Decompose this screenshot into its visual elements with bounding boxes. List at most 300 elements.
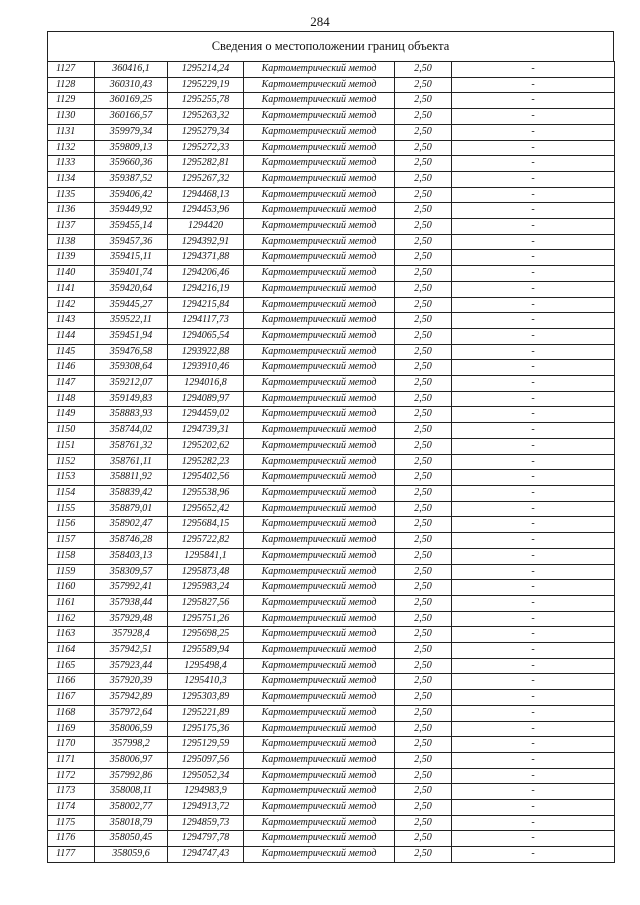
method-cell: Картометрический метод [244,344,395,360]
point-number-cell: 1144 [48,328,95,344]
description-cell: - [452,847,615,863]
point-number-cell: 1159 [48,564,95,580]
accuracy-cell: 2,50 [395,690,452,706]
x-coordinate-cell: 360416,1 [95,62,168,78]
method-cell: Картометрический метод [244,156,395,172]
y-coordinate-cell: 1293922,88 [168,344,244,360]
accuracy-cell: 2,50 [395,93,452,109]
method-cell: Картометрический метод [244,721,395,737]
y-coordinate-cell: 1295267,32 [168,171,244,187]
accuracy-cell: 2,50 [395,737,452,753]
table-row [48,658,615,674]
point-number-cell: 1156 [48,517,95,533]
method-cell: Картометрический метод [244,234,395,250]
y-coordinate-cell: 1294453,96 [168,203,244,219]
table-row [48,62,615,78]
method-cell: Картометрический метод [244,643,395,659]
method-cell: Картометрический метод [244,517,395,533]
y-coordinate-cell: 1295538,96 [168,485,244,501]
method-cell: Картометрический метод [244,250,395,266]
point-number-cell: 1171 [48,752,95,768]
y-coordinate-cell: 1295202,62 [168,438,244,454]
y-coordinate-cell: 1295279,34 [168,124,244,140]
table-row [48,124,615,140]
description-cell: - [452,266,615,282]
method-cell: Картометрический метод [244,109,395,125]
point-number-cell: 1142 [48,297,95,313]
x-coordinate-cell: 359809,13 [95,140,168,156]
point-number-cell: 1175 [48,815,95,831]
x-coordinate-cell: 358050,45 [95,831,168,847]
table-row [48,297,615,313]
point-number-cell: 1164 [48,643,95,659]
y-coordinate-cell: 1295698,25 [168,627,244,643]
x-coordinate-cell: 357923,44 [95,658,168,674]
point-number-cell: 1167 [48,690,95,706]
x-coordinate-cell: 360166,57 [95,109,168,125]
accuracy-cell: 2,50 [395,171,452,187]
accuracy-cell: 2,50 [395,140,452,156]
table-row [48,784,615,800]
table-row [48,391,615,407]
accuracy-cell: 2,50 [395,391,452,407]
accuracy-cell: 2,50 [395,485,452,501]
description-cell: - [452,517,615,533]
point-number-cell: 1172 [48,768,95,784]
accuracy-cell: 2,50 [395,124,452,140]
description-cell: - [452,407,615,423]
point-number-cell: 1173 [48,784,95,800]
method-cell: Картометрический метод [244,313,395,329]
y-coordinate-cell: 1295229,19 [168,77,244,93]
x-coordinate-cell: 358403,13 [95,548,168,564]
method-cell: Картометрический метод [244,281,395,297]
x-coordinate-cell: 357942,51 [95,643,168,659]
description-cell: - [452,219,615,235]
description-cell: - [452,737,615,753]
y-coordinate-cell: 1295498,4 [168,658,244,674]
y-coordinate-cell: 1295255,78 [168,93,244,109]
point-number-cell: 1155 [48,501,95,517]
x-coordinate-cell: 358746,28 [95,533,168,549]
y-coordinate-cell: 1295097,56 [168,752,244,768]
x-coordinate-cell: 358902,47 [95,517,168,533]
accuracy-cell: 2,50 [395,219,452,235]
table-row [48,360,615,376]
x-coordinate-cell: 359522,11 [95,313,168,329]
y-coordinate-cell: 1295175,36 [168,721,244,737]
method-cell: Картометрический метод [244,407,395,423]
x-coordinate-cell: 360169,25 [95,93,168,109]
x-coordinate-cell: 359457,36 [95,234,168,250]
x-coordinate-cell: 359445,27 [95,297,168,313]
accuracy-cell: 2,50 [395,517,452,533]
table-row [48,109,615,125]
method-cell: Картометрический метод [244,266,395,282]
description-cell: - [452,564,615,580]
description-cell: - [452,124,615,140]
y-coordinate-cell: 1295282,81 [168,156,244,172]
point-number-cell: 1168 [48,705,95,721]
table-row [48,376,615,392]
y-coordinate-cell: 1294206,46 [168,266,244,282]
accuracy-cell: 2,50 [395,580,452,596]
point-number-cell: 1163 [48,627,95,643]
description-cell: - [452,580,615,596]
y-coordinate-cell: 1294215,84 [168,297,244,313]
accuracy-cell: 2,50 [395,752,452,768]
point-number-cell: 1136 [48,203,95,219]
description-cell: - [452,344,615,360]
method-cell: Картометрический метод [244,124,395,140]
x-coordinate-cell: 360310,43 [95,77,168,93]
point-number-cell: 1160 [48,580,95,596]
description-cell: - [452,140,615,156]
x-coordinate-cell: 359420,64 [95,281,168,297]
method-cell: Картометрический метод [244,423,395,439]
x-coordinate-cell: 357938,44 [95,595,168,611]
y-coordinate-cell: 1295722,82 [168,533,244,549]
x-coordinate-cell: 357920,39 [95,674,168,690]
point-number-cell: 1132 [48,140,95,156]
point-number-cell: 1158 [48,548,95,564]
description-cell: - [452,611,615,627]
description-cell: - [452,360,615,376]
y-coordinate-cell: 1294983,9 [168,784,244,800]
table-row [48,768,615,784]
y-coordinate-cell: 1295402,56 [168,470,244,486]
method-cell: Картометрический метод [244,203,395,219]
y-coordinate-cell: 1294371,88 [168,250,244,266]
table-row [48,485,615,501]
description-cell: - [452,77,615,93]
table-row [48,643,615,659]
y-coordinate-cell: 1295214,24 [168,62,244,78]
table-row [48,548,615,564]
x-coordinate-cell: 358309,57 [95,564,168,580]
description-cell: - [452,250,615,266]
description-cell: - [452,203,615,219]
description-cell: - [452,768,615,784]
x-coordinate-cell: 359979,34 [95,124,168,140]
table-row [48,800,615,816]
accuracy-cell: 2,50 [395,344,452,360]
table-row [48,344,615,360]
point-number-cell: 1139 [48,250,95,266]
method-cell: Картометрический метод [244,784,395,800]
point-number-cell: 1141 [48,281,95,297]
x-coordinate-cell: 359387,52 [95,171,168,187]
accuracy-cell: 2,50 [395,187,452,203]
description-cell: - [452,454,615,470]
x-coordinate-cell: 357998,2 [95,737,168,753]
method-cell: Картометрический метод [244,454,395,470]
accuracy-cell: 2,50 [395,564,452,580]
description-cell: - [452,297,615,313]
point-number-cell: 1162 [48,611,95,627]
accuracy-cell: 2,50 [395,800,452,816]
x-coordinate-cell: 358811,92 [95,470,168,486]
accuracy-cell: 2,50 [395,297,452,313]
x-coordinate-cell: 358744,02 [95,423,168,439]
accuracy-cell: 2,50 [395,548,452,564]
point-number-cell: 1170 [48,737,95,753]
description-cell: - [452,752,615,768]
description-cell: - [452,548,615,564]
point-number-cell: 1129 [48,93,95,109]
description-cell: - [452,376,615,392]
y-coordinate-cell: 1294797,78 [168,831,244,847]
table-row [48,203,615,219]
point-number-cell: 1134 [48,171,95,187]
description-cell: - [452,109,615,125]
point-number-cell: 1147 [48,376,95,392]
y-coordinate-cell: 1295303,89 [168,690,244,706]
table-row [48,187,615,203]
accuracy-cell: 2,50 [395,62,452,78]
table-row [48,533,615,549]
point-number-cell: 1177 [48,847,95,863]
y-coordinate-cell: 1295221,89 [168,705,244,721]
x-coordinate-cell: 358006,97 [95,752,168,768]
y-coordinate-cell: 1294747,43 [168,847,244,863]
accuracy-cell: 2,50 [395,109,452,125]
x-coordinate-cell: 358059,6 [95,847,168,863]
table-row [48,690,615,706]
table-row [48,847,615,863]
y-coordinate-cell: 1294420 [168,219,244,235]
x-coordinate-cell: 359455,14 [95,219,168,235]
table-row [48,423,615,439]
method-cell: Картометрический метод [244,171,395,187]
description-cell: - [452,784,615,800]
y-coordinate-cell: 1295751,26 [168,611,244,627]
method-cell: Картометрический метод [244,815,395,831]
x-coordinate-cell: 359212,07 [95,376,168,392]
point-number-cell: 1154 [48,485,95,501]
point-number-cell: 1166 [48,674,95,690]
accuracy-cell: 2,50 [395,815,452,831]
table-row [48,313,615,329]
point-number-cell: 1133 [48,156,95,172]
accuracy-cell: 2,50 [395,281,452,297]
table-row [48,328,615,344]
accuracy-cell: 2,50 [395,423,452,439]
description-cell: - [452,501,615,517]
accuracy-cell: 2,50 [395,328,452,344]
method-cell: Картометрический метод [244,140,395,156]
description-cell: - [452,234,615,250]
method-cell: Картометрический метод [244,376,395,392]
table-row [48,595,615,611]
x-coordinate-cell: 358018,79 [95,815,168,831]
accuracy-cell: 2,50 [395,360,452,376]
description-cell: - [452,658,615,674]
y-coordinate-cell: 1295873,48 [168,564,244,580]
method-cell: Картометрический метод [244,564,395,580]
table-row [48,438,615,454]
table-row [48,407,615,423]
page-number: 284 [310,14,330,29]
y-coordinate-cell: 1294913,72 [168,800,244,816]
accuracy-cell: 2,50 [395,438,452,454]
point-number-cell: 1145 [48,344,95,360]
x-coordinate-cell: 358879,01 [95,501,168,517]
table-row [48,77,615,93]
y-coordinate-cell: 1294117,73 [168,313,244,329]
point-number-cell: 1151 [48,438,95,454]
table-row [48,501,615,517]
table-row [48,234,615,250]
accuracy-cell: 2,50 [395,658,452,674]
table-row [48,611,615,627]
method-cell: Картометрический метод [244,705,395,721]
point-number-cell: 1149 [48,407,95,423]
y-coordinate-cell: 1294216,19 [168,281,244,297]
coordinates-sheet [47,31,614,863]
method-cell: Картометрический метод [244,438,395,454]
method-cell: Картометрический метод [244,93,395,109]
x-coordinate-cell: 359476,58 [95,344,168,360]
point-number-cell: 1148 [48,391,95,407]
description-cell: - [452,643,615,659]
accuracy-cell: 2,50 [395,454,452,470]
point-number-cell: 1153 [48,470,95,486]
point-number-cell: 1135 [48,187,95,203]
y-coordinate-cell: 1293910,46 [168,360,244,376]
y-coordinate-cell: 1295841,1 [168,548,244,564]
method-cell: Картометрический метод [244,658,395,674]
description-cell: - [452,281,615,297]
table-row [48,737,615,753]
method-cell: Картометрический метод [244,62,395,78]
y-coordinate-cell: 1295129,59 [168,737,244,753]
method-cell: Картометрический метод [244,470,395,486]
accuracy-cell: 2,50 [395,313,452,329]
description-cell: - [452,423,615,439]
table-row [48,219,615,235]
y-coordinate-cell: 1295272,33 [168,140,244,156]
description-cell: - [452,674,615,690]
x-coordinate-cell: 358761,11 [95,454,168,470]
description-cell: - [452,156,615,172]
table-row [48,752,615,768]
method-cell: Картометрический метод [244,219,395,235]
accuracy-cell: 2,50 [395,533,452,549]
method-cell: Картометрический метод [244,611,395,627]
point-number-cell: 1140 [48,266,95,282]
x-coordinate-cell: 357992,86 [95,768,168,784]
accuracy-cell: 2,50 [395,705,452,721]
x-coordinate-cell: 359406,42 [95,187,168,203]
y-coordinate-cell: 1295052,34 [168,768,244,784]
point-number-cell: 1137 [48,219,95,235]
description-cell: - [452,171,615,187]
method-cell: Картометрический метод [244,360,395,376]
point-number-cell: 1131 [48,124,95,140]
method-cell: Картометрический метод [244,847,395,863]
description-cell: - [452,831,615,847]
table-body [48,62,615,863]
table-row [48,281,615,297]
method-cell: Картометрический метод [244,297,395,313]
point-number-cell: 1138 [48,234,95,250]
x-coordinate-cell: 359149,83 [95,391,168,407]
description-cell: - [452,815,615,831]
point-number-cell: 1165 [48,658,95,674]
method-cell: Картометрический метод [244,533,395,549]
accuracy-cell: 2,50 [395,721,452,737]
method-cell: Картометрический метод [244,752,395,768]
description-cell: - [452,721,615,737]
accuracy-cell: 2,50 [395,611,452,627]
y-coordinate-cell: 1295652,42 [168,501,244,517]
y-coordinate-cell: 1294089,97 [168,391,244,407]
description-cell: - [452,800,615,816]
point-number-cell: 1130 [48,109,95,125]
accuracy-cell: 2,50 [395,266,452,282]
method-cell: Картометрический метод [244,187,395,203]
x-coordinate-cell: 359308,64 [95,360,168,376]
y-coordinate-cell: 1294065,54 [168,328,244,344]
accuracy-cell: 2,50 [395,376,452,392]
method-cell: Картометрический метод [244,77,395,93]
point-number-cell: 1174 [48,800,95,816]
x-coordinate-cell: 358006,59 [95,721,168,737]
x-coordinate-cell: 359415,11 [95,250,168,266]
point-number-cell: 1127 [48,62,95,78]
x-coordinate-cell: 358883,93 [95,407,168,423]
point-number-cell: 1161 [48,595,95,611]
accuracy-cell: 2,50 [395,156,452,172]
y-coordinate-cell: 1295282,23 [168,454,244,470]
table-row [48,705,615,721]
x-coordinate-cell: 359449,92 [95,203,168,219]
accuracy-cell: 2,50 [395,203,452,219]
table-row [48,454,615,470]
table-row [48,815,615,831]
table-row [48,564,615,580]
accuracy-cell: 2,50 [395,768,452,784]
y-coordinate-cell: 1294016,8 [168,376,244,392]
point-number-cell: 1128 [48,77,95,93]
x-coordinate-cell: 358761,32 [95,438,168,454]
table-row [48,156,615,172]
description-cell: - [452,705,615,721]
y-coordinate-cell: 1295263,32 [168,109,244,125]
point-number-cell: 1143 [48,313,95,329]
table-row [48,580,615,596]
description-cell: - [452,93,615,109]
y-coordinate-cell: 1294392,91 [168,234,244,250]
description-cell: - [452,627,615,643]
method-cell: Картометрический метод [244,501,395,517]
description-cell: - [452,438,615,454]
table-row [48,517,615,533]
accuracy-cell: 2,50 [395,643,452,659]
accuracy-cell: 2,50 [395,847,452,863]
table-row [48,140,615,156]
description-cell: - [452,328,615,344]
point-number-cell: 1152 [48,454,95,470]
description-cell: - [452,187,615,203]
accuracy-cell: 2,50 [395,501,452,517]
x-coordinate-cell: 357992,41 [95,580,168,596]
method-cell: Картометрический метод [244,690,395,706]
accuracy-cell: 2,50 [395,831,452,847]
accuracy-cell: 2,50 [395,595,452,611]
accuracy-cell: 2,50 [395,627,452,643]
